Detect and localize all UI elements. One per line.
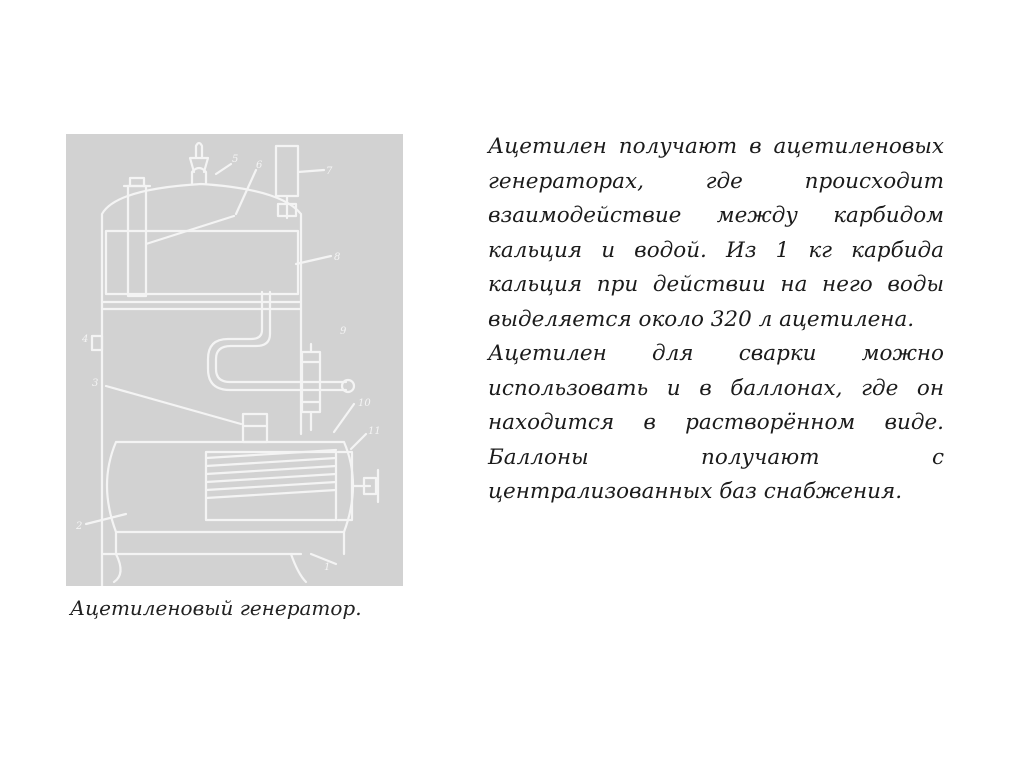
callout-10: 10 [358, 398, 371, 409]
callout-6: 6 [256, 160, 263, 171]
figure-caption: Ацетиленовый генератор. [70, 596, 362, 620]
callout-1: 1 [324, 562, 331, 573]
callout-4: 4 [82, 334, 89, 345]
callout-11: 11 [368, 426, 381, 437]
feed-box [243, 414, 267, 442]
upper-tank-dome [102, 184, 301, 244]
description-text [488, 130, 944, 510]
callout-5: 5 [232, 154, 239, 165]
callout-2: 2 [76, 521, 83, 532]
acetylene-generator-figure [66, 134, 403, 586]
side-fitting [92, 336, 102, 350]
callout-9: 9 [340, 326, 347, 337]
callout-8: 8 [334, 252, 341, 263]
callout-7: 7 [326, 166, 333, 177]
curved-pipe [216, 292, 292, 382]
inner-reservoir [106, 231, 298, 294]
paragraph-acetylene-cylinders: Ацетилен для сварки можно использовать и в баллонах, где он находится в растворённом виде. Баллоны получают с централизованных баз снабжения. [488, 341, 944, 504]
callout-3: 3 [92, 378, 99, 389]
paragraph-acetylene-production: Ацетилен получают в ацетиленовых генераторах, где происходит взаимодействие между карбидом кальция и водой. Из 1 кг карбида кальция при действии на него воды выделяется около 320 л ацетилена. [488, 134, 944, 332]
generator-drawing [66, 134, 403, 586]
right-cylinder [276, 146, 298, 196]
left-tube [128, 186, 146, 296]
